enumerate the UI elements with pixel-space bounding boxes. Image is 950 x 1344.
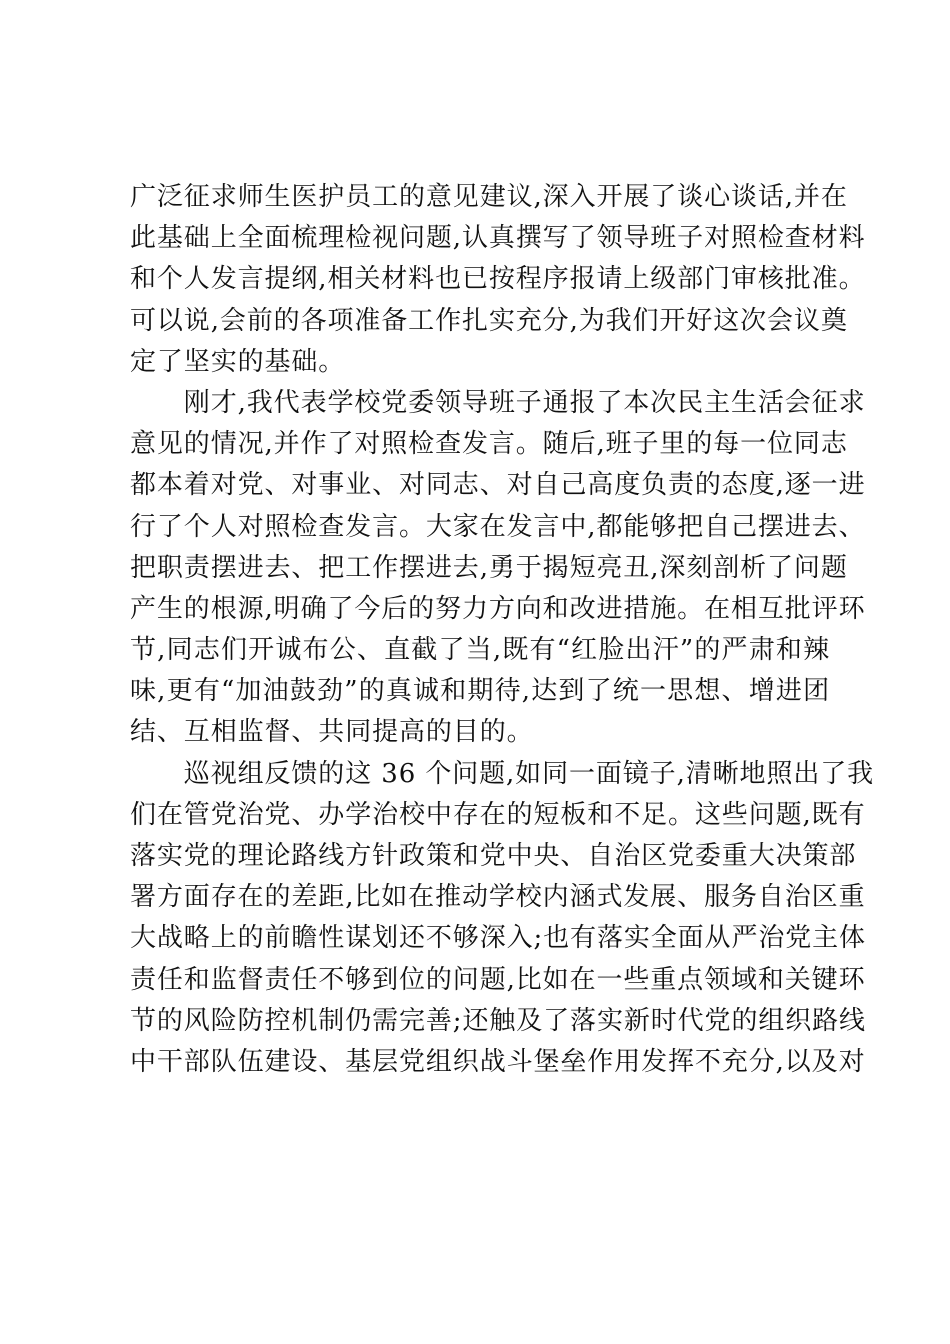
document-body [130,177,875,1083]
text-line: 意见的情况,并作了对照检查发言。随后,班子里的每一位同志 [130,429,848,460]
text-line: 们在管党治党、办学治校中存在的短板和不足。这些问题,既有 [130,799,866,830]
text-line: 大战略上的前瞻性谋划还不够深入;也有落实全面从严治党主体 [130,923,866,954]
text-line: 巡视组反馈的这 36 个问题,如同一面镜子,清晰地照出了我 [130,758,875,789]
text-line: 广泛征求师生医护员工的意见建议,深入开展了谈心谈话,并在 [130,182,848,212]
text-line: 结、互相监督、共同提高的目的。 [130,717,534,748]
text-line: 责任和监督责任不够到位的问题,比如在一些重点领域和关键环 [130,964,866,995]
text-line: 把职责摆进去、把工作摆进去,勇于揭短亮丑,深刻剖析了问题 [130,552,848,583]
paragraph-1 [130,177,866,383]
text-line: 署方面存在的差距,比如在推动学校内涵式发展、服务自治区重 [130,882,866,913]
text-line: 和个人发言提纲,相关材料也已按程序报请上级部门审核批准。 [130,264,866,295]
text-line: 节,同志们开诚布公、直截了当,既有“红脸出汗”的严肃和辣 [130,635,830,666]
text-line: 可以说,会前的各项准备工作扎实充分,为我们开好这次会议奠 [130,305,848,336]
text-line: 节的风险防控机制仍需完善;还触及了落实新时代党的组织路线 [130,1005,866,1036]
text-line: 中干部队伍建设、基层党组织战斗堡垒作用发挥不充分,以及对 [130,1046,866,1077]
text-line: 都本着对党、对事业、对同志、对自己高度负责的态度,逐一进 [130,470,866,501]
text-line: 此基础上全面梳理检视问题,认真撰写了领导班子对照检查材料 [130,223,866,254]
text-line: 产生的根源,明确了今后的努力方向和改进措施。在相互批评环 [130,593,866,624]
text-line: 定了坚实的基础。 [130,346,346,377]
text-line: 味,更有“加油鼓劲”的真诚和期待,达到了统一思想、增进团 [130,676,830,707]
text-line: 落实党的理论路线方针政策和党中央、自治区党委重大决策部 [130,841,857,871]
paragraph-3 [130,754,875,1084]
text-line: 行了个人对照检查发言。大家在发言中,都能够把自己摆进去、 [130,511,866,542]
text-line: 刚才,我代表学校党委领导班子通报了本次民主生活会征求 [130,387,866,418]
paragraph-2 [130,383,866,754]
